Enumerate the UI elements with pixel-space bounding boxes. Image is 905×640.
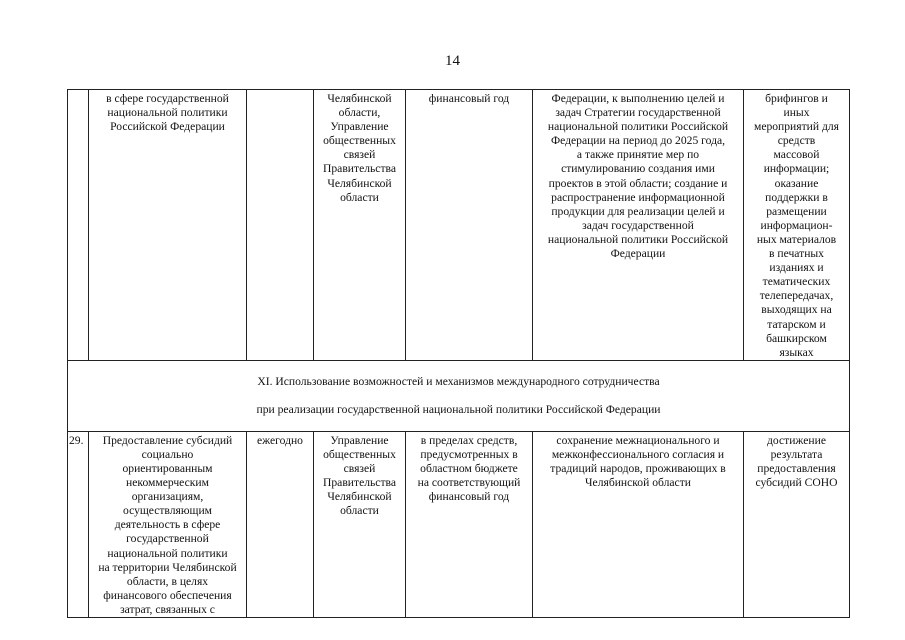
funding-cell: финансовый год [406,90,533,361]
indicator-cell: достижение результата предоставления субсидий СОНО [744,431,850,617]
section-heading-cell [68,360,850,431]
row-number-cell [68,90,89,361]
expected-result-cell: сохранение межнационального и межконфессионального согласия и традиций народов, проживающих в Челябинской области [533,431,744,617]
executor-cell: Челябинской области, Управление общественных связей Правительства Челябинской области [314,90,406,361]
section-heading-line-1: XI. Использование возможностей и механизмов международного сотрудничества [257,374,660,388]
page-number: 14 [445,53,460,69]
table-row [68,90,850,361]
executor-cell: Управление общественных связей Правительства Челябинской области [314,431,406,617]
indicator-cell: брифингов и иных мероприятий для средств массовой информации; оказание поддержки в размещении информацион- ных материалов в печатных изданиях и тематических телепередачах, выходящих на татарском и башкирском языках [744,90,850,361]
term-cell [247,90,314,361]
row-number-cell: 29. [68,431,89,617]
funding-cell: в пределах средств, предусмотренных в областном бюджете на соответствующий финансовый год [406,431,533,617]
section-heading-row [68,360,850,431]
section-heading-line-2: при реализации государственной национальной политики Российской Федерации [256,402,661,416]
table-row [68,431,850,617]
measure-name-cell: Предоставление субсидий социально ориентированным некоммерческим организациям, осуществляющим деятельность в сфере государственной национальной политики на территории Челябинской области, в целях финансового обеспечения затрат, связанных с [89,431,247,617]
term-cell: ежегодно [247,431,314,617]
measures-table [67,89,850,618]
measure-name-cell: в сфере государственной национальной политики Российской Федерации [89,90,247,361]
expected-result-cell: Федерации, к выполнению целей и задач Стратегии государственной национальной политики Российской Федерации на период до 2025 года, а также принятие мер по стимулированию создания ими проектов в этой области; создание и распространение информационной продукции для реализации целей и задач государственной национальной политики Российской Федерации [533,90,744,361]
